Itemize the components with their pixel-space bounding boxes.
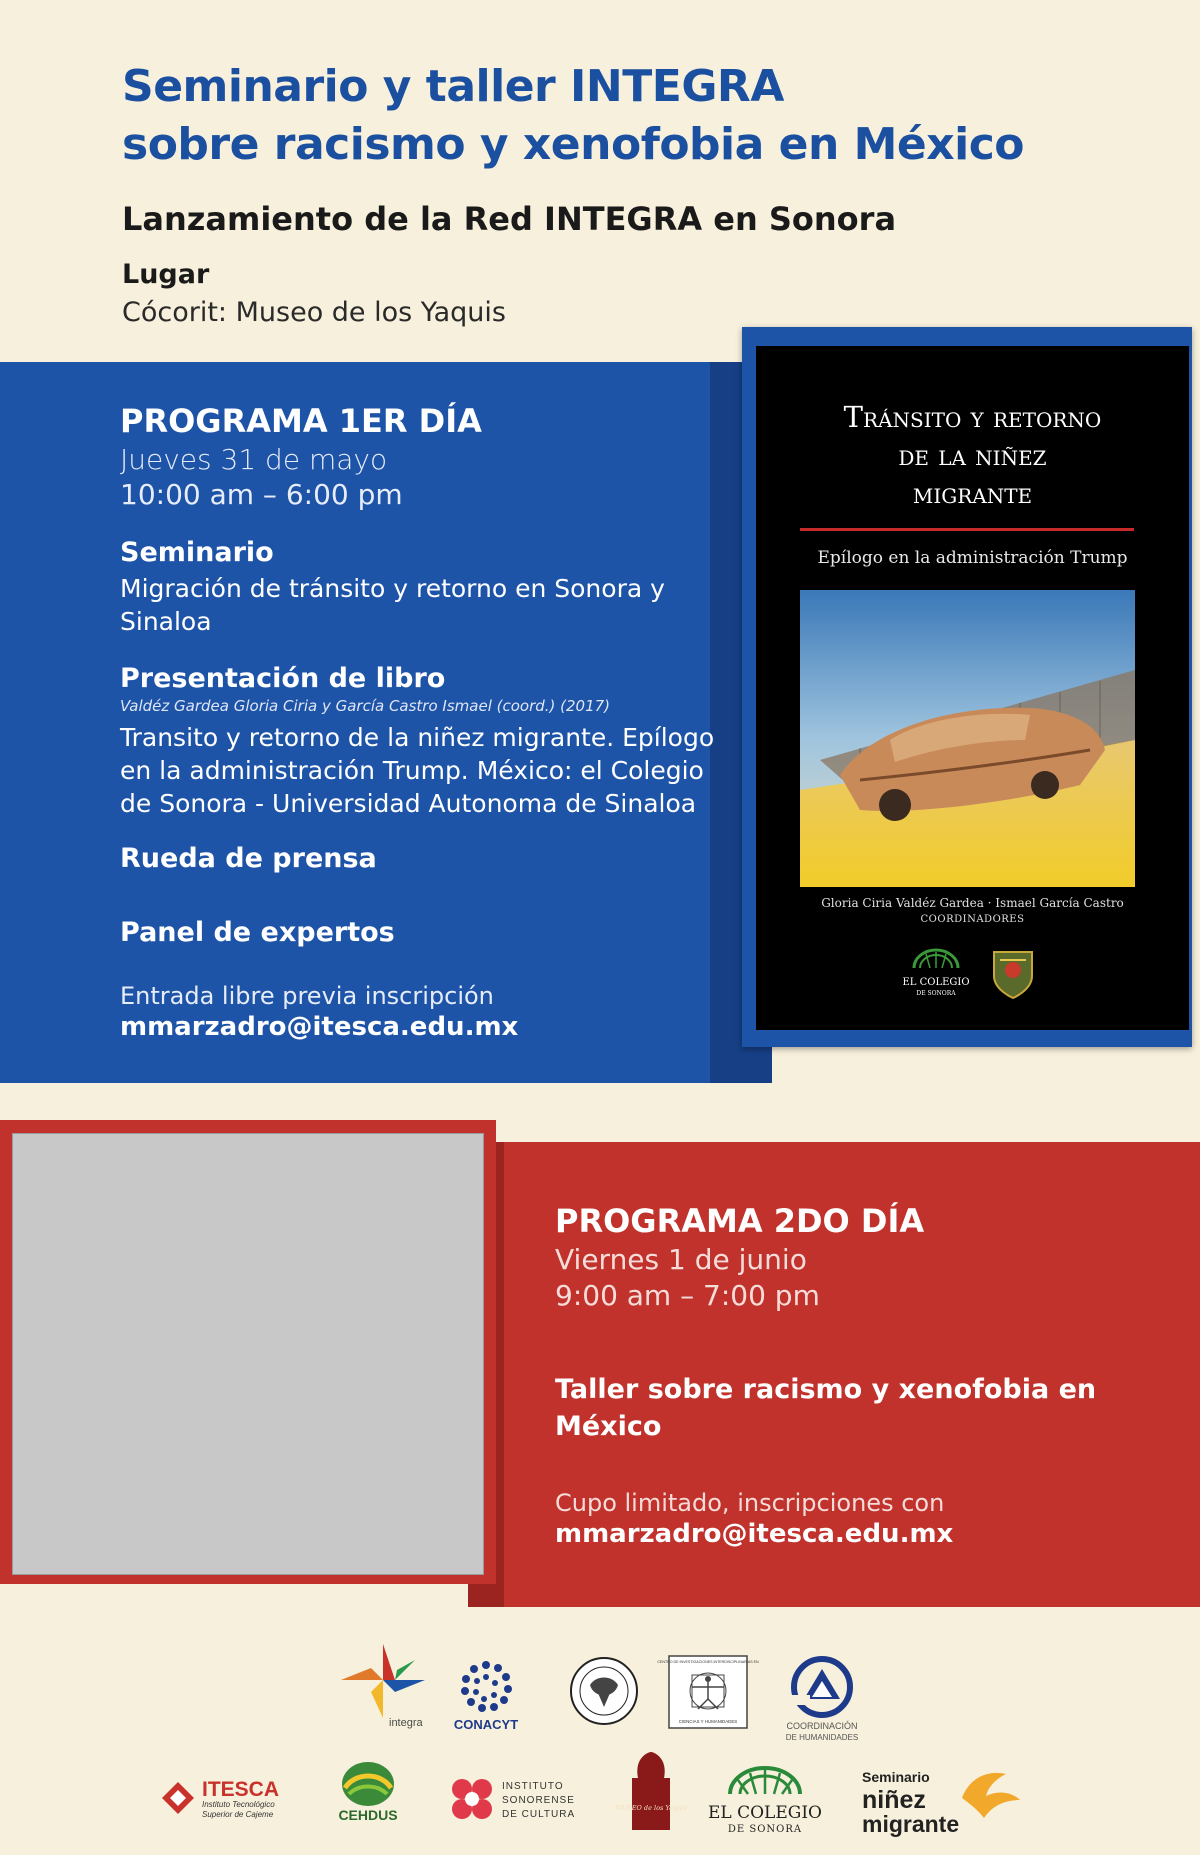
isc-line-1: INSTITUTO xyxy=(502,1781,564,1792)
itesca-sub-2: Superior de Cajeme xyxy=(202,1810,274,1819)
itesca-name: ITESCA xyxy=(202,1778,280,1801)
day1-date: Jueves 31 de mayo xyxy=(120,443,388,476)
cover-logo-name: EL COLEGIO xyxy=(902,977,970,988)
itesca-sub-1: Instituto Tecnológico xyxy=(202,1800,275,1809)
book-authors: Gloria Ciria Valdéz Gardea · Ismael García Castro xyxy=(821,896,1124,910)
presentation-label: Presentación de libro xyxy=(120,663,446,694)
integra-logo xyxy=(335,1640,431,1730)
museo-yaquis-logo xyxy=(615,1748,687,1834)
title-line-1: Seminario y taller INTEGRA xyxy=(122,61,784,112)
seminario-line-2: niñez xyxy=(862,1786,926,1814)
workshop-title: Taller sobre racismo y xenofobia en México xyxy=(555,1374,1097,1442)
day2-time: 9:00 am – 7:00 pm xyxy=(555,1279,820,1312)
day1-email-link[interactable]: mmarzadro@itesca.edu.mx xyxy=(120,1012,519,1042)
isc-line-3: DE CULTURA xyxy=(502,1809,576,1820)
colegio-de-sonora-logo xyxy=(700,1758,830,1836)
museo-logo-text: MUSEO de los Yaquis xyxy=(615,1804,687,1812)
integra-logo-text: integra xyxy=(389,1717,423,1729)
colegio-de-sonora-cover-logo xyxy=(896,942,976,1002)
coordinacion-humanidades-logo xyxy=(776,1655,868,1745)
instituto-sonorense-cultura-logo xyxy=(448,1775,578,1825)
cover-logo-sub: DE SONORA xyxy=(916,990,956,997)
seminario-ninez-migrante-logo xyxy=(858,1760,1026,1840)
isc-line-2: SONORENSE xyxy=(502,1795,575,1806)
place-label: Lugar xyxy=(122,259,210,290)
day2-email-link[interactable]: mmarzadro@itesca.edu.mx xyxy=(555,1519,954,1549)
coordinacion-line-2: DE HUMANIDADES xyxy=(785,1733,859,1742)
book-title-line-1: Tránsito y retorno xyxy=(843,400,1102,434)
colegio-name: EL COLEGIO xyxy=(708,1803,822,1823)
free-entry-text: Entrada libre previa inscripción xyxy=(120,982,494,1010)
presentation-citation: Valdéz Gardea Gloria Ciria y García Castro Ismael (coord.) (2017) xyxy=(120,697,611,715)
cimh-bottom-text: CIENCIAS Y HUMANIDADES xyxy=(678,1719,738,1724)
press-conference-label: Rueda de prensa xyxy=(120,843,377,874)
book-title-line-2: de la niñez xyxy=(898,438,1047,472)
event-subtitle: Lanzamiento de la Red INTEGRA en Sonora xyxy=(122,200,897,238)
title-line-2: sobre racismo y xenofobia en México xyxy=(122,119,1025,170)
university-seal-icon xyxy=(990,946,1036,1000)
seminar-text: Migración de tránsito y retorno en Sonora y Sinaloa xyxy=(120,574,665,636)
unam-seal-icon xyxy=(568,1655,640,1727)
book-title xyxy=(756,398,1189,512)
day2-date: Viernes 1 de junio xyxy=(555,1243,807,1276)
cover-illustration xyxy=(800,590,1135,887)
coordinacion-line-1: COORDINACIÓN xyxy=(786,1721,858,1731)
event-title xyxy=(122,58,1072,174)
book-coordinators: COORDINADORES xyxy=(920,914,1025,925)
seminario-line-1: Seminario xyxy=(862,1769,930,1785)
book-title-rule xyxy=(800,528,1134,531)
conacyt-logo-text: CONACYT xyxy=(453,1717,519,1732)
day1-heading: PROGRAMA 1ER DÍA xyxy=(120,402,482,440)
cehdus-name: CEHDUS xyxy=(338,1807,398,1823)
seminario-line-3: migrante xyxy=(862,1811,960,1837)
itesca-logo xyxy=(158,1774,300,1822)
cimh-top-text: CENTRO DE INVESTIGACIONES INTERDISCIPLINARIAS EN xyxy=(657,1660,759,1664)
presentation-text: Transito y retorno de la niñez migrante. Epílogo en la administración Trump. México: el Colegio de Sonora - Universidad Autonoma de Sinaloa xyxy=(120,723,715,818)
colegio-sub: DE SONORA xyxy=(727,1824,803,1835)
expert-panel-label: Panel de expertos xyxy=(120,917,395,948)
registration-note: Cupo limitado, inscripciones con xyxy=(555,1489,945,1517)
conacyt-logo xyxy=(446,1655,526,1735)
seminar-label: Seminario xyxy=(120,537,274,568)
day1-time: 10:00 am – 6:00 pm xyxy=(120,478,403,511)
cimh-logo xyxy=(657,1655,759,1729)
place-value: Cócorit: Museo de los Yaquis xyxy=(122,297,506,328)
cehdus-logo xyxy=(333,1758,403,1838)
book-epilogue: Epílogo en la administración Trump xyxy=(817,548,1128,568)
museum-photo xyxy=(12,1133,484,1575)
book-cover-art xyxy=(800,590,1135,887)
book-title-line-3: migrante xyxy=(912,476,1033,510)
day2-heading: PROGRAMA 2DO DÍA xyxy=(555,1202,925,1240)
